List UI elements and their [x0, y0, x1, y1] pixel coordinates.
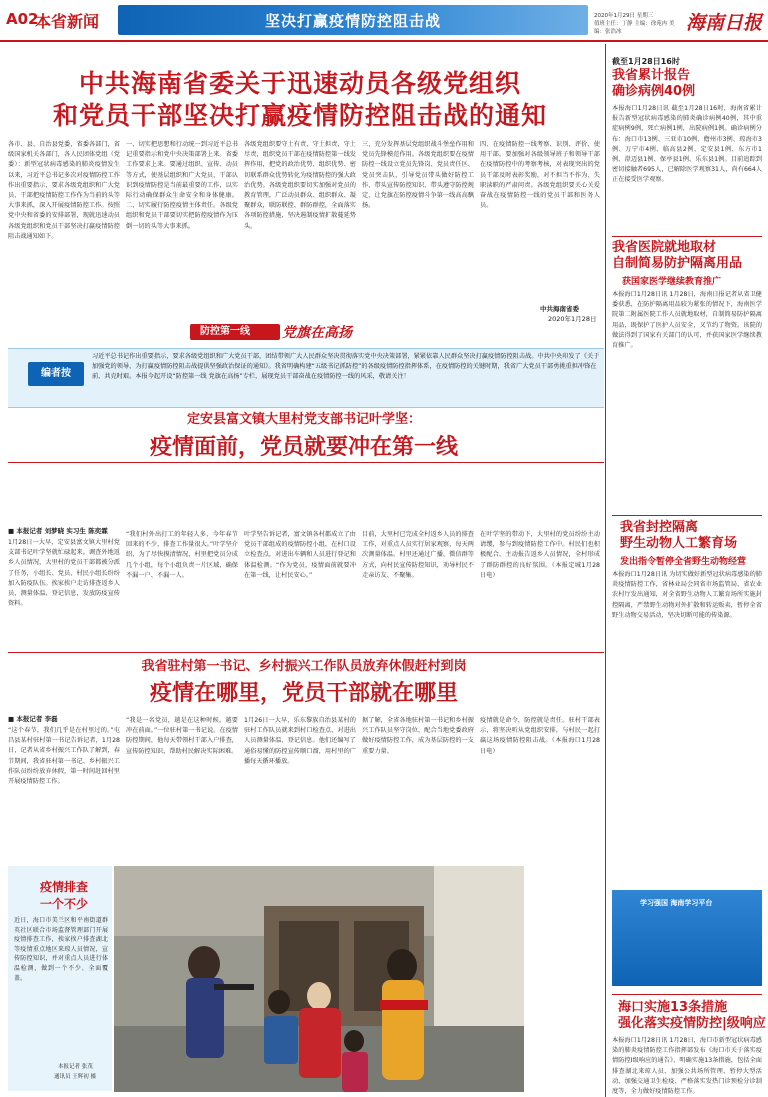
- lead-date: 2020年1月28日: [548, 315, 597, 323]
- story2-byline: ■ 本报记者 李磊: [8, 715, 58, 723]
- lead-title-line2: 和党员干部坚决打赢疫情防控阻击战的通知: [52, 101, 547, 130]
- right-story4-text: 本报海口1月28日讯 1月28日，海口市新型冠状病毒感染的肺炎疫情防控工作指挥部发布《海口市关于落实疫情防控Ⅰ级响应的通告》，明确实施13条措施，包括全面排查湖北来琼人员、加强公共场所管理、暂停大型活动、加强交通卫生检疫、严格落实发热门诊预检分诊制度等，全力做好疫情防控工作。: [612, 1037, 762, 1096]
- story1-col4: 目前，大里村已完成全村返乡人员的排查工作，对重点人员实行居家观察，每天两次测量体温。村里还通过广播、微信群等方式，向村民宣传防控知识，劝导村民不走亲访友、不聚集。: [362, 531, 474, 579]
- caption-byline2: 通讯员 王辉初 摄: [54, 1074, 96, 1080]
- date-text: 2020年1月29日 星期三: [594, 13, 654, 19]
- right-story2-title1: 我省医院就地取材: [612, 240, 717, 255]
- header-rule: [0, 40, 768, 42]
- story2-col5: 疫情就是命令，防控就是责任。驻村干部表示，将坚决听从党组织安排，与村民一起打赢这场疫情防控阻击战。（本报海口1月28日电）: [480, 717, 600, 755]
- lead-col4: 三、充分发挥基层党组织战斗堡垒作用和党员先锋模范作用。各级党组织要在疫情防控一线设立党员先锋岗、党员责任区、党员突击队，引导党员带头做好防控工作、带头宣传防控知识、带头遵守防控规定，让党旗在防控疫情斗争第一线高高飘扬。: [362, 141, 474, 210]
- news-photo: [114, 866, 524, 1092]
- right-story2-title2: 自制简易防护隔离用品: [612, 256, 743, 271]
- editor-note-tag: 编者按: [28, 362, 84, 386]
- section-title: 本省新闻: [35, 12, 100, 31]
- masthead-logo: 海南日报: [686, 12, 763, 34]
- lead-col1: 各市、县、自治县党委，省委各部门，省级国家机关各部门，各人民团体党组（党委）：新型冠状病毒感染的肺炎疫情发生以来，习近平总书记多次对疫情防控工作作出重要指示，要求各级党组织和广大党员、干部把疫情防控工作作为当前的头等大事来抓，深入开展疫情防控工作。按照党中央和省委的安排部署，现就迅速动员各级党组织和党员干部坚决打赢疫情防控阻击战通知如下。: [8, 141, 120, 240]
- story2-col1: “这个春节，我们几乎是在村里过的。”屯昌县某村驻村第一书记告诉记者，1月28日，记者从省乡村振兴工作队了解到，春节期间，我省驻村第一书记、乡村振兴工作队员纷纷放弃休假，第一时间赶回村里开展疫情防控工作。: [8, 727, 120, 786]
- right-story1-title2: 确诊病例40例: [612, 84, 696, 99]
- story2-subtitle: 我省驻村第一书记、乡村振兴工作队员放弃休假赶村到岗: [141, 659, 467, 674]
- caption-title-line2: 一个不少: [40, 897, 89, 911]
- lead-title-line1: 中共海南省委关于迅速动员各级党组织: [78, 69, 521, 98]
- story1-col2: “我们村外出打工的年轻人多，今年春节回来的不少，排查工作量很大。”叶学坚介绍，为了尽快摸清情况，村里把党员分成几个小组，每个小组负责一片区域，确保不漏一户、不漏一人。: [126, 531, 238, 579]
- story2-col3: 1月26日一大早，乐东黎族自治县某村的驻村工作队员就来到村口检查点，对进出人员测量体温、登记信息。他们还编写了通俗易懂的防控宣传顺口溜，用村里的广播每天循环播放。: [244, 717, 356, 765]
- right-story3-text: 本报海口1月28日讯 为切实做好新型冠状病毒感染的肺炎疫情防控工作，省林业局会同省市场监管局、省农业农村厅发出通知，对全省野生动物人工繁育场所实施封控隔离，严禁野生动物对外扩散和转运贩卖，暂停全省野生动物交易活动，坚决切断可能的传染源。: [612, 571, 762, 619]
- story2-col2: “我是一名党员，越是在这种时候，越要冲在前面。”一位驻村第一书记说。在疫情防控期间，他每天带领村干部入户排查，宣传防控知识，帮助村民解决实际困难。: [126, 717, 238, 755]
- right-divider1: [612, 236, 762, 237]
- story1-title: 疫情面前，党员就要冲在第一线: [149, 434, 458, 460]
- right-divider3: [612, 994, 762, 995]
- right-story4-title1: 海口实施13条措施: [618, 1000, 728, 1015]
- story1-col1: 1月28日一大早，定安县富文镇大里村党支部书记叶学坚就忙碌起来。调查外地返乡人员情况，大里村的党员干部都被分派了任务，小组长、党员、村民小组长纷纷加入防疫队伍。挨家挨户走访排查返乡人员，测量体温、登记信息，发放防疫宣传资料。: [8, 539, 120, 608]
- editor-credits: 值班主任：丁静 主编：徐苑冉 美编：张浩冰: [594, 21, 675, 35]
- lead-signature: 中共海南省委: [540, 305, 579, 313]
- right-story3-title1: 我省封控隔离: [620, 520, 699, 535]
- column-band-left: 防控第一线: [190, 324, 280, 340]
- banner-title: 坚决打赢疫情防控阻击战: [265, 12, 442, 30]
- caption-byline: 本报记者 张茂: [58, 1064, 93, 1070]
- right-story1-text: 本报海口1月28日讯 截至1月28日16时，海南省累计报告新型冠状病毒感染的肺炎确诊病例40例，其中重症病例9例，死亡病例1例，出院病例1例。确诊病例分布：海口市13例、三亚市10例、儋州市3例、琼海市3例、万宁市4例、临高县2例、定安县1例、东方市1例、澄迈县1例、保亭县1例、乐东县1例。目前追踪到密切接触者695人，已解除医学观察31人，尚有664人正在接受医学观察。: [612, 105, 762, 184]
- promo-box-label: 学习强国 海南学习平台: [640, 899, 713, 907]
- page-number: A02: [6, 10, 39, 28]
- right-column-rule: [605, 44, 606, 1097]
- right-story4-title2: 强化落实疫情防控|级响应: [618, 1016, 766, 1031]
- lead-col2: 一、切实把思想和行动统一到习近平总书记重要指示和党中央决策部署上来。省委工作要求上来。要通过组织、宣传、动员等方式，使基层组织和广大党员、干部认识到疫情防控是当前最重要的工作，以实际行动确保群众生命安全和身体健康。二、切实履行防控疫情主体责任。各级党组织和党员干部要切实把防控疫情作为压倒一切的头等大事来抓。: [126, 141, 238, 230]
- right-story2-text: 本报海口1月28日讯 1月28日，海南日报记者从省卫健委获悉，在防护隔离用品较为紧张的情况下，海南医学院第二附属医院工作人员就地取材，自制简易防护隔离用品，既保护了医护人员安全，又节约了物资。该院的做法得到了国家有关部门的认可，并获国家医学继续教育推广。: [612, 291, 762, 350]
- caption-text: 近日，海口市美兰区和平南街道群英社区联合市场监督管理部门开展疫情排查工作，挨家挨户排查湖北等疫情重点地区来琼人员情况，宣传防控知识，并对重点人员进行体温检测，做到一个不少、全面覆盖。: [14, 917, 108, 982]
- column-band-right: 党旗在高扬: [282, 325, 352, 341]
- story2-col4: 据了解，全省各地驻村第一书记和乡村振兴工作队员坚守岗位，配合当地党委政府做好疫情防控工作，成为基层防控的一支重要力量。: [362, 717, 474, 755]
- right-divider2: [612, 515, 762, 516]
- story2-divider-top: [8, 652, 604, 653]
- date-line: [594, 12, 684, 36]
- right-story3-subtitle: 发出指令暂停全省野生动物经营: [620, 557, 747, 567]
- editor-note-text: 习近平总书记作出重要指示，要求各级党组织和广大党员干部，团结带领广大人民群众坚决贯彻落实党中央决策部署，紧紧依靠人民群众坚决打赢疫情防控阻击战。中共中央印发了《关于加强党的领导，为打赢疫情防控阻击战提供坚强政治保证的通知》。我省明确构建“五级书记抓防控”的各级疫情防控指挥体系，在疫情防控的关键时期，我省广大党员干部勇挑重担冲锋在前，共克时艰。本报今起开设“防控第一线 党旗在高扬”专栏，展现党员干部奋战在疫情防控一线的风采，敬请关注！: [92, 353, 600, 380]
- story1-divider: [8, 462, 604, 463]
- story1-subtitle: 定安县富文镇大里村党支部书记叶学坚：: [186, 412, 421, 427]
- story1-col3: 叶学坚告诉记者，富文镇各村都成立了由党员干部组成的疫情防控小组，在村口设立检查点，对进出车辆和人员进行登记和体温检测。“作为党员，疫情面前就要冲在第一线，让村民安心。”: [244, 531, 356, 579]
- right-story3-title2: 野生动物人工繁育场: [620, 536, 738, 551]
- lead-col5: 四、在疫情防控一线考察、识别、评价、使用干部。要加强对各级领导班子和领导干部在疫情防控中的考察考核，对表现突出的党员干部及时表彰奖励，对不担当不作为、失职渎职的严肃问责。各级党组织要关心关爱奋战在疫情防控一线的党员干部和医务人员。: [480, 141, 600, 210]
- news-photo-drawing: [114, 866, 524, 1092]
- story1-col5: 在叶学坚的带动下，大里村的党员纷纷主动请缨，参与到疫情防控工作中。村民们也积极配合，主动报告返乡人员情况，全村形成了群防群控的良好氛围。（本报定城1月28日电）: [480, 531, 600, 579]
- right-story2-subtitle: 获国家医学继续教育推广: [622, 277, 722, 287]
- caption-title-line1: 疫情排查: [40, 880, 89, 894]
- story1-byline: ■ 本报记者 刘梦晓 实习生 陈奕霖: [8, 527, 108, 535]
- lead-col3: 各级党组织要守土有责、守土担责、守土尽责，组织党员干部在疫情防控第一线发挥作用，把党的政治优势、组织优势、密切联系群众优势转化为疫情防控的强大政治优势。各级党组织要切实加强对党员的教育管理，广泛动员群众、组织群众、凝聚群众，联防联控、群防群控，全面落实各项防控措施，坚决遏制疫情扩散蔓延势头。: [244, 141, 356, 230]
- right-story1-kicker: 截至1月28日16时: [612, 57, 680, 66]
- story2-title: 疫情在哪里，党员干部就在哪里: [149, 680, 458, 706]
- right-story1-title1: 我省累计报告: [612, 68, 691, 83]
